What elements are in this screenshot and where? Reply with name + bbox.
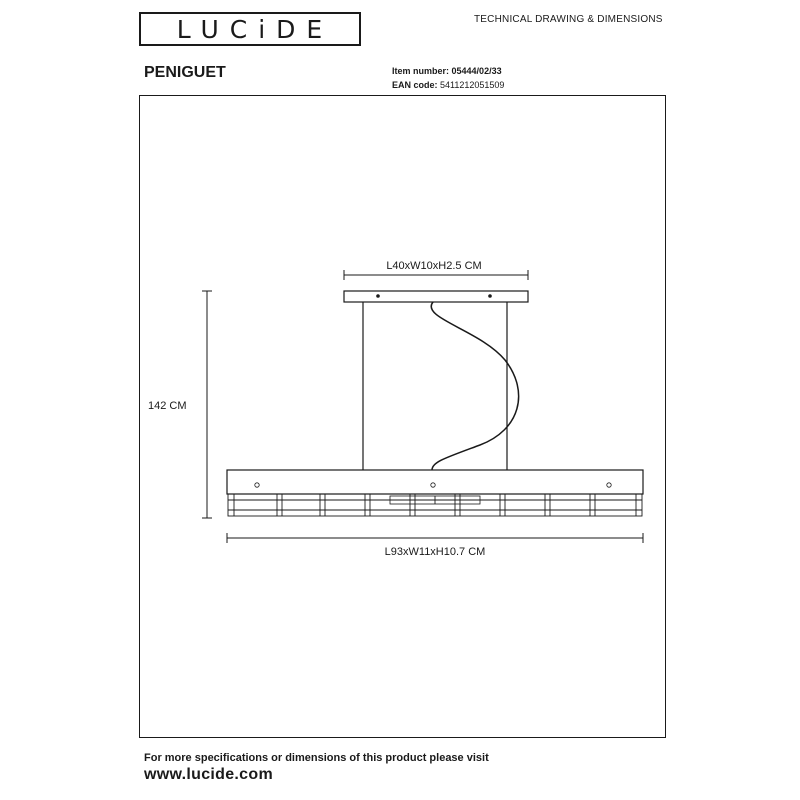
- document-type: TECHNICAL DRAWING & DIMENSIONS: [474, 14, 663, 25]
- cage-grille: [228, 494, 642, 516]
- body-dimension-label: L93xW11xH10.7 CM: [384, 546, 486, 558]
- footer-note: For more specifications or dimensions of this product please visit: [144, 752, 489, 764]
- item-number-value: 05444/02/33: [451, 66, 502, 76]
- product-name: PENIGUET: [144, 64, 226, 81]
- canopy-screw: [376, 294, 380, 298]
- item-number-label: Item number:: [392, 66, 450, 76]
- footer-website-link[interactable]: www.lucide.com: [144, 766, 273, 783]
- height-dimension-line: [202, 291, 212, 518]
- canopy-screw: [488, 294, 492, 298]
- luminaire-body: [227, 470, 643, 494]
- power-cord: [431, 302, 518, 470]
- body-dimension-line: [227, 533, 643, 543]
- ean-value: 5411212051509: [440, 80, 505, 90]
- canopy-dimension-label: L40xW10xH2.5 CM: [386, 260, 482, 272]
- ean-label: EAN code:: [392, 80, 438, 90]
- canopy: [344, 291, 528, 302]
- brand-logo-text: LUCiDE: [176, 14, 334, 44]
- height-dimension-label: 142 CM: [148, 400, 187, 412]
